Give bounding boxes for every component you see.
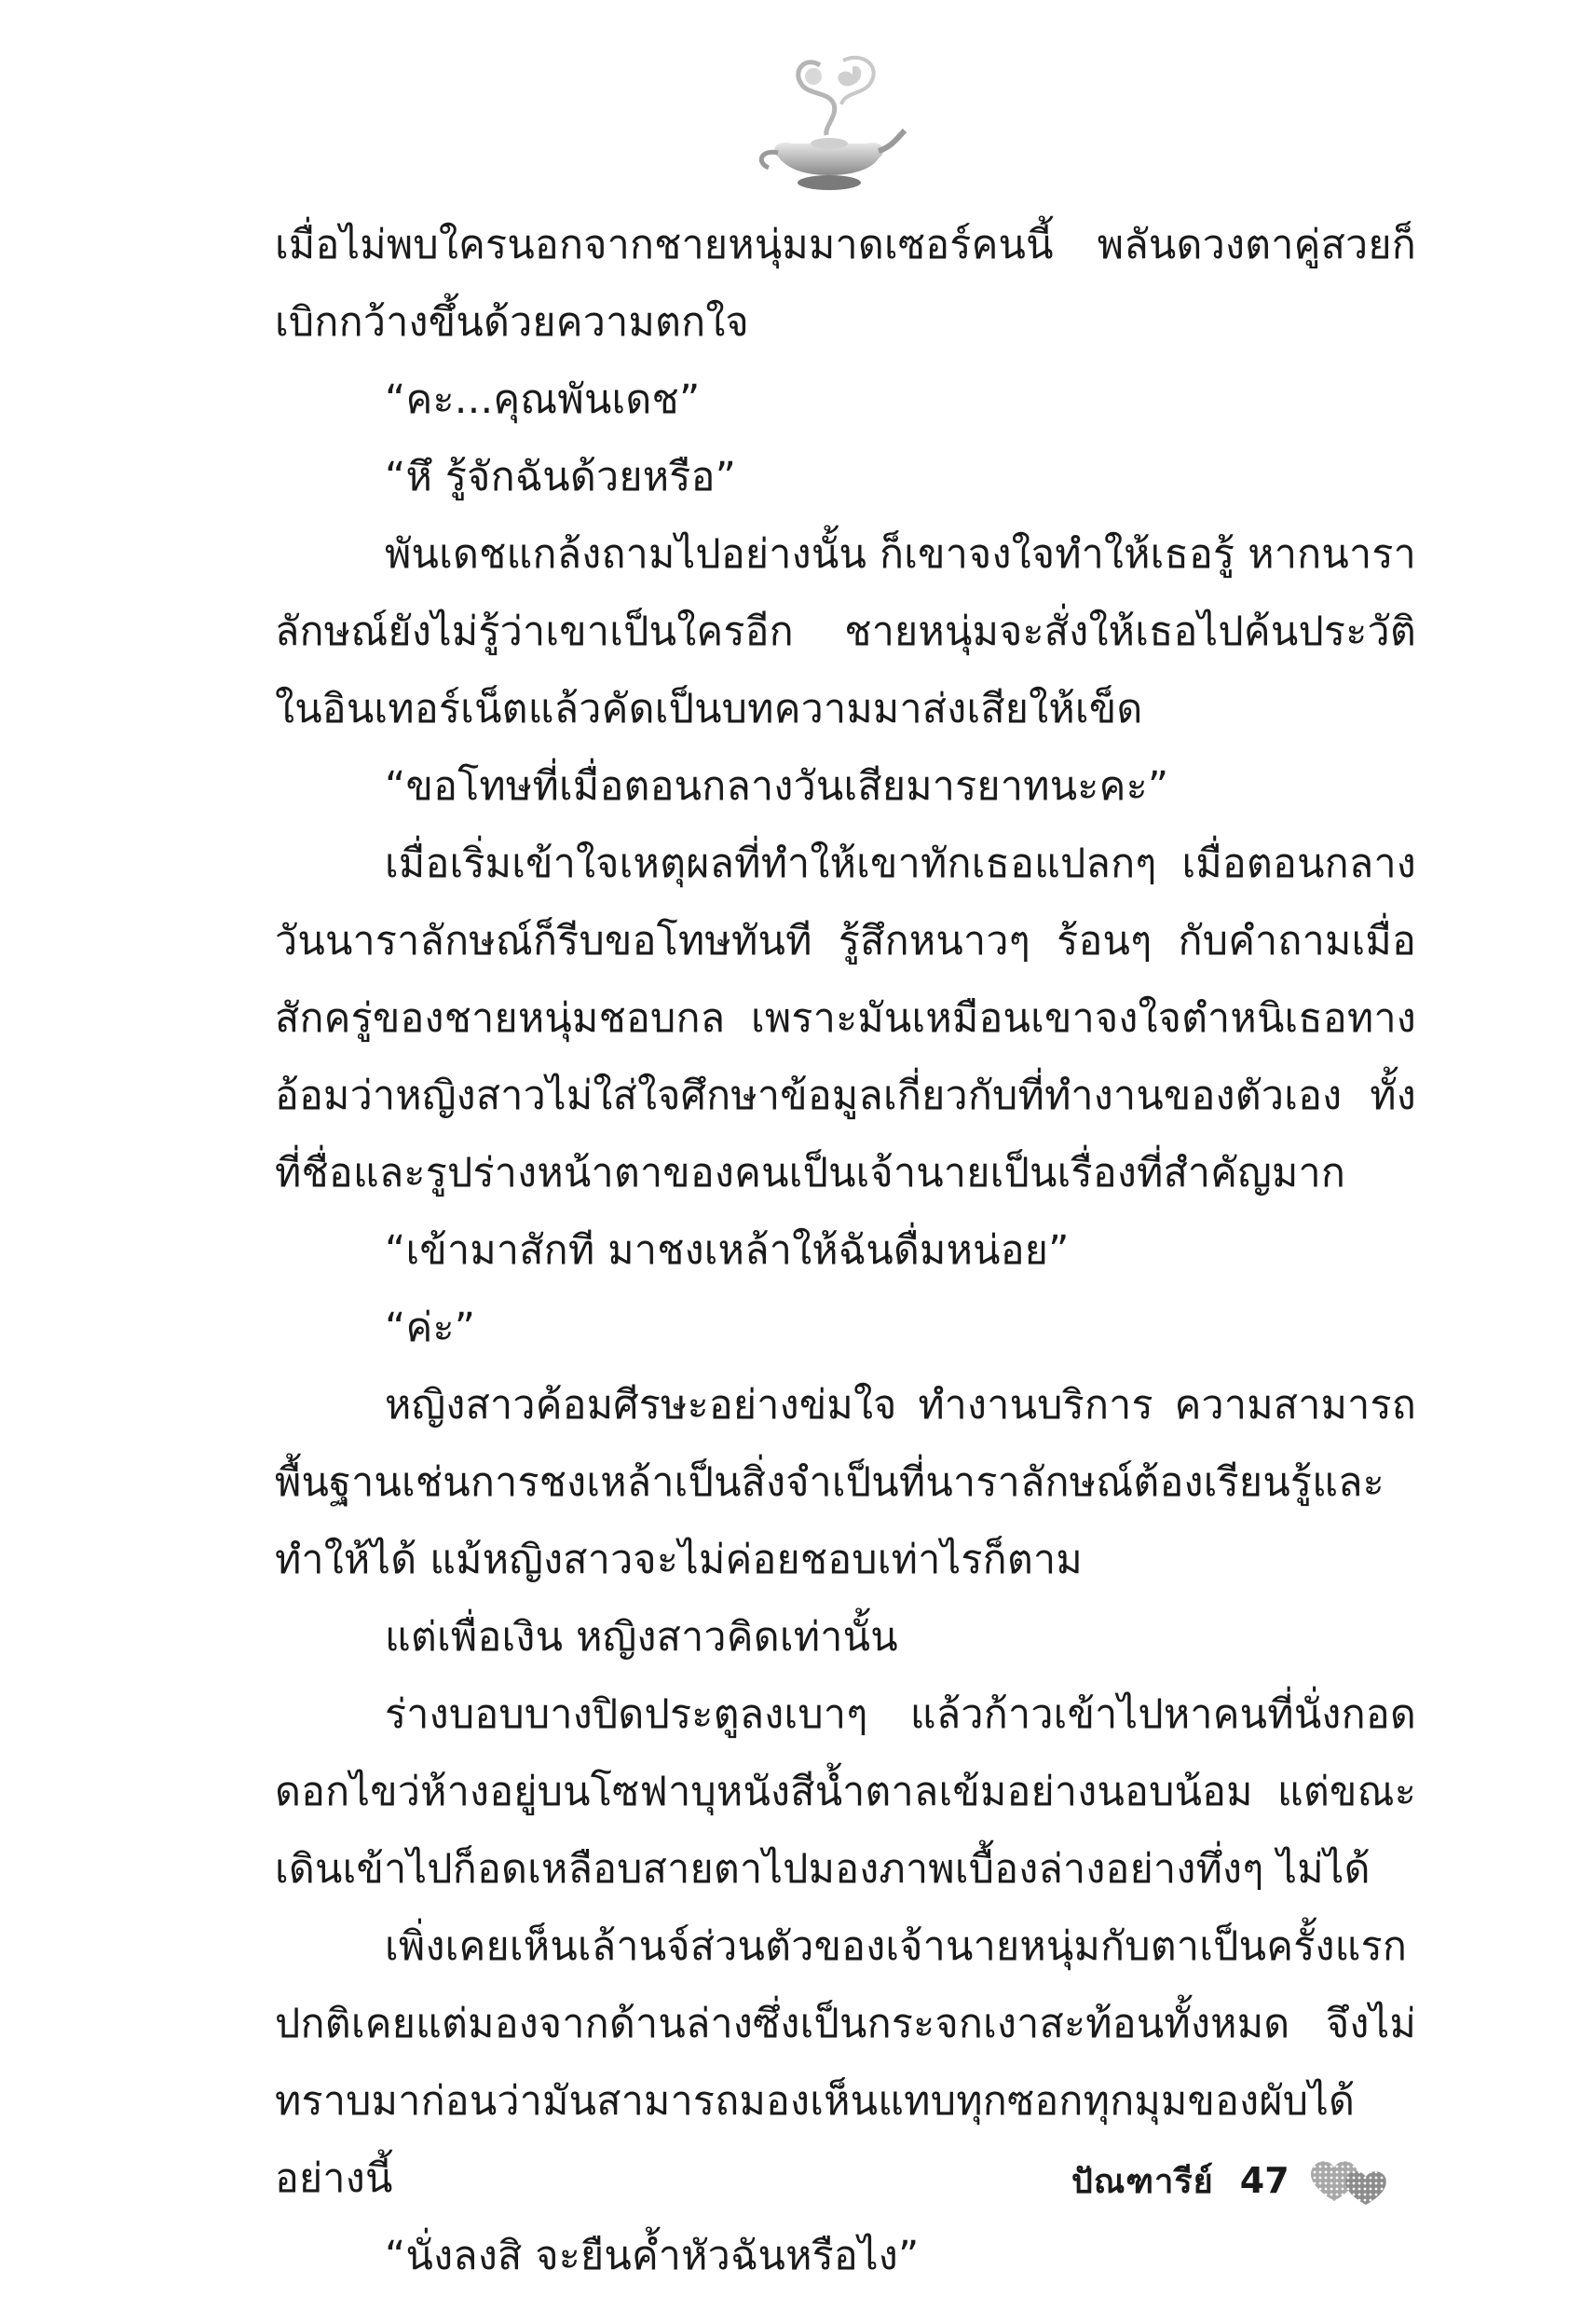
paragraph: เพิ่งเคยเห็นเล้านจ์ส่วนตัวของเจ้านายหนุ่มกับตาเป็นครั้งแรกปกติเคยแต่มองจากด้านล่างซึ่งเป็นกระจกเงาสะท้อนทั้งหมด จึงไม่ทราบมาก่อนว่ามันสามารถมองเห็นแทบทุกซอกทุกมุมของผับได้อย่างนี้	[275, 1923, 1416, 2202]
paragraph: แต่เพื่อเงิน หญิงสาวคิดเท่านั้น	[385, 1614, 898, 1661]
page-footer	[1071, 2148, 1395, 2213]
genie-lamp-ornament-icon	[741, 47, 908, 205]
paragraph: เมื่อเริ่มเข้าใจเหตุผลที่ทำให้เขาทักเธอแปลกๆ เมื่อตอนกลางวันนาราลักษณ์ก็รีบขอโทษทันที รู้สึกหนาวๆ ร้อนๆ กับคำถามเมื่อสักครู่ของชายหนุ่มชอบกล เพราะมันเหมือนเขาจงใจตำหนิเธอทางอ้อมว่าหญิงสาวไม่ใส่ใจศึกษาข้อมูลเกี่ยวกับที่ทำงานของตัวเอง ทั้งที่ชื่อและรูปร่างหน้าตาของคนเป็นเจ้านายเป็นเรื่องที่สำคัญมาก	[275, 841, 1416, 1197]
page-number: 47	[1239, 2160, 1289, 2201]
paragraph: “คะ...คุณพันเดช”	[385, 376, 701, 423]
paragraph: “ค่ะ”	[385, 1305, 476, 1351]
paragraph: ร่างบอบบางปิดประตูลงเบาๆ แล้วก้าวเข้าไปหาคนที่นั่งกอดดอกไขว่ห้างอยู่บนโซฟาบุหนังสีน้ำตาลเข้มอย่างนอบน้อม แต่ขณะเดินเข้าไปก็อดเหลือบสายตาไปมองภาพเบื้องล่างอย่างทึ่งๆ ไม่ได้	[275, 1691, 1416, 1893]
paragraph: “นั่งลงสิ จะยืนค้ำหัวฉันหรือไง”	[385, 2233, 920, 2279]
hearts-ornament-icon	[1306, 2153, 1395, 2208]
paragraph: “เข้ามาสักที มาชงเหล้าให้ฉันดื่มหน่อย”	[385, 1227, 1070, 1274]
paragraph: พันเดชแกล้งถามไปอย่างนั้น ก็เขาจงใจทำให้เธอรู้ หากนาราลักษณ์ยังไม่รู้ว่าเขาเป็นใครอีก ชายหนุ่มจะสั่งให้เธอไปค้นประวัติในอินเทอร์เน็ตแล้วคัดเป็นบทความมาส่งเสียให้เข็ด	[275, 531, 1416, 732]
paragraph: เมื่อไม่พบใครนอกจากชายหนุ่มมาดเซอร์คนนี้ พลันดวงตาคู่สวยก็เบิกกว้างขึ้นด้วยความตกใจ	[275, 222, 1416, 346]
paragraph: หญิงสาวค้อมศีรษะอย่างข่มใจ ทำงานบริการ ความสามารถพื้นฐานเช่นการชงเหล้าเป็นสิ่งจำเป็นที่นาราลักษณ์ต้องเรียนรู้และทำให้ได้ แม้หญิงสาวจะไม่ค่อยชอบเท่าไรก็ตาม	[275, 1382, 1416, 1583]
paragraph: “หึ รู้จักฉันด้วยหรือ”	[385, 454, 737, 500]
body-text	[275, 207, 1416, 2295]
book-title: ปัณฑารีย์	[1071, 2162, 1214, 2201]
paragraph: “ขอโทษที่เมื่อตอนกลางวันเสียมารยาทนะคะ”	[385, 763, 1169, 810]
